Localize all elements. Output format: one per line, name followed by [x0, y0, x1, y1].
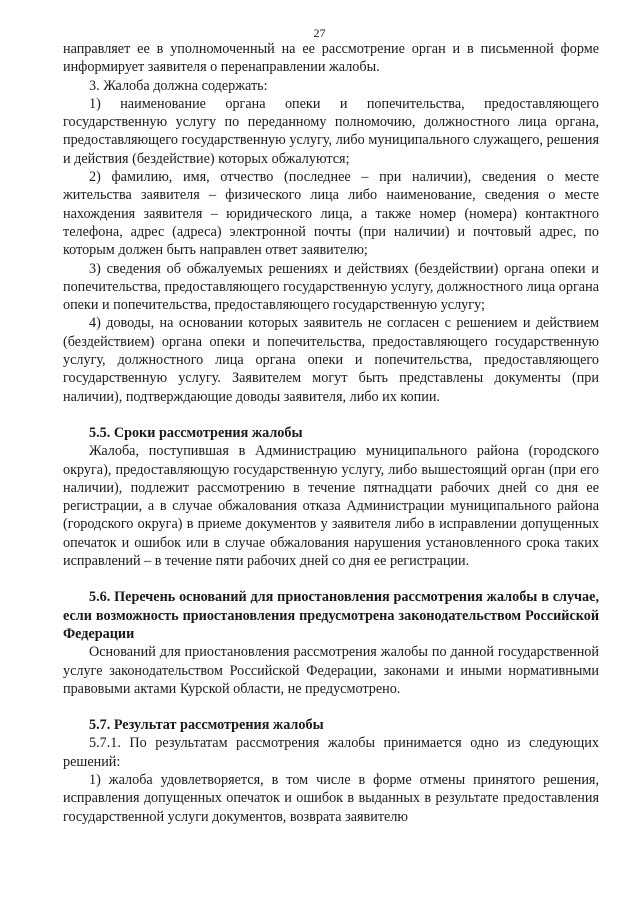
paragraph: 4) доводы, на основании которых заявитель не согласен с решением и действием (бездействием) органа опеки и попечительства, предоставляющего государственную услугу, должностного лица органа опеки и попечительства, предоставляющего государственную услугу. Заявителем могут быть представлены документы (при наличии), подтверждающие доводы заявителя, либо их копии.	[63, 315, 599, 405]
paragraph: 3) сведения об обжалуемых решениях и действиях (бездействии) органа опеки и попечительства, предоставляющего государственную услугу, должностного лица органа опеки и попечительства, предоставляющего государственную услугу;	[63, 260, 599, 314]
page-number: 27	[313, 26, 326, 40]
paragraph: 1) жалоба удовлетворяется, в том числе в форме отмены принятого решения, исправления допущенных опечаток и ошибок в выданных в результате предоставления государственной услуги документов, возврата заявителю	[63, 771, 599, 825]
paragraph: направляет ее в уполномоченный на ее рассмотрение орган и в письменной форме информирует заявителя о перенаправлении жалобы.	[63, 41, 599, 76]
document-body	[63, 40, 599, 826]
paragraph: Жалоба, поступившая в Администрацию муниципального района (городского округа), предоставляющую государственную услугу, либо вышестоящий орган (при его наличии), подлежит рассмотрению в течение пятнадцати рабочих дней со дня ее регистрации, а в случае обжалования отказа Администрации муниципального района (городского округа) в приеме документов у заявителя либо в исправлении допущенных опечаток и ошибок или в случае обжалования нарушения установленного срока таких исправлений – в течение пяти рабочих дней со дня ее регистрации.	[63, 443, 599, 570]
paragraph: 5.7.1. По результатам рассмотрения жалобы принимается одно из следующих решений:	[63, 735, 599, 770]
section-heading: 5.6. Перечень оснований для приостановления рассмотрения жалобы в случае, если возможность приостановления предусмотрена законодательством Российской Федерации	[63, 589, 599, 642]
paragraph: 3. Жалоба должна содержать:	[89, 77, 268, 94]
paragraph: 1) наименование органа опеки и попечительства, предоставляющего государственную услугу по переданному полномочию, должностного лица органа, предоставляющего государственную услугу, либо муниципального служащего, решения и действия (бездействие) которых обжалуются;	[63, 95, 599, 167]
section-heading: 5.7. Результат рассмотрения жалобы	[89, 717, 324, 734]
section-heading: 5.5. Сроки рассмотрения жалобы	[89, 424, 303, 441]
paragraph: 2) фамилию, имя, отчество (последнее – при наличии), сведения о месте жительства заявителя – физического лица либо наименование, сведения о месте нахождения заявителя – юридического лица, а также номер (номера) контактного телефона, адрес (адреса) электронной почты (при наличии) и почтовый адрес, по которым должен быть направлен ответ заявителю;	[63, 169, 599, 259]
paragraph: Оснований для приостановления рассмотрения жалобы по данной государственной услуге законодательством Российской Федерации, законами и иными нормативными правовыми актами Курской области, не предусмотрено.	[63, 644, 599, 697]
